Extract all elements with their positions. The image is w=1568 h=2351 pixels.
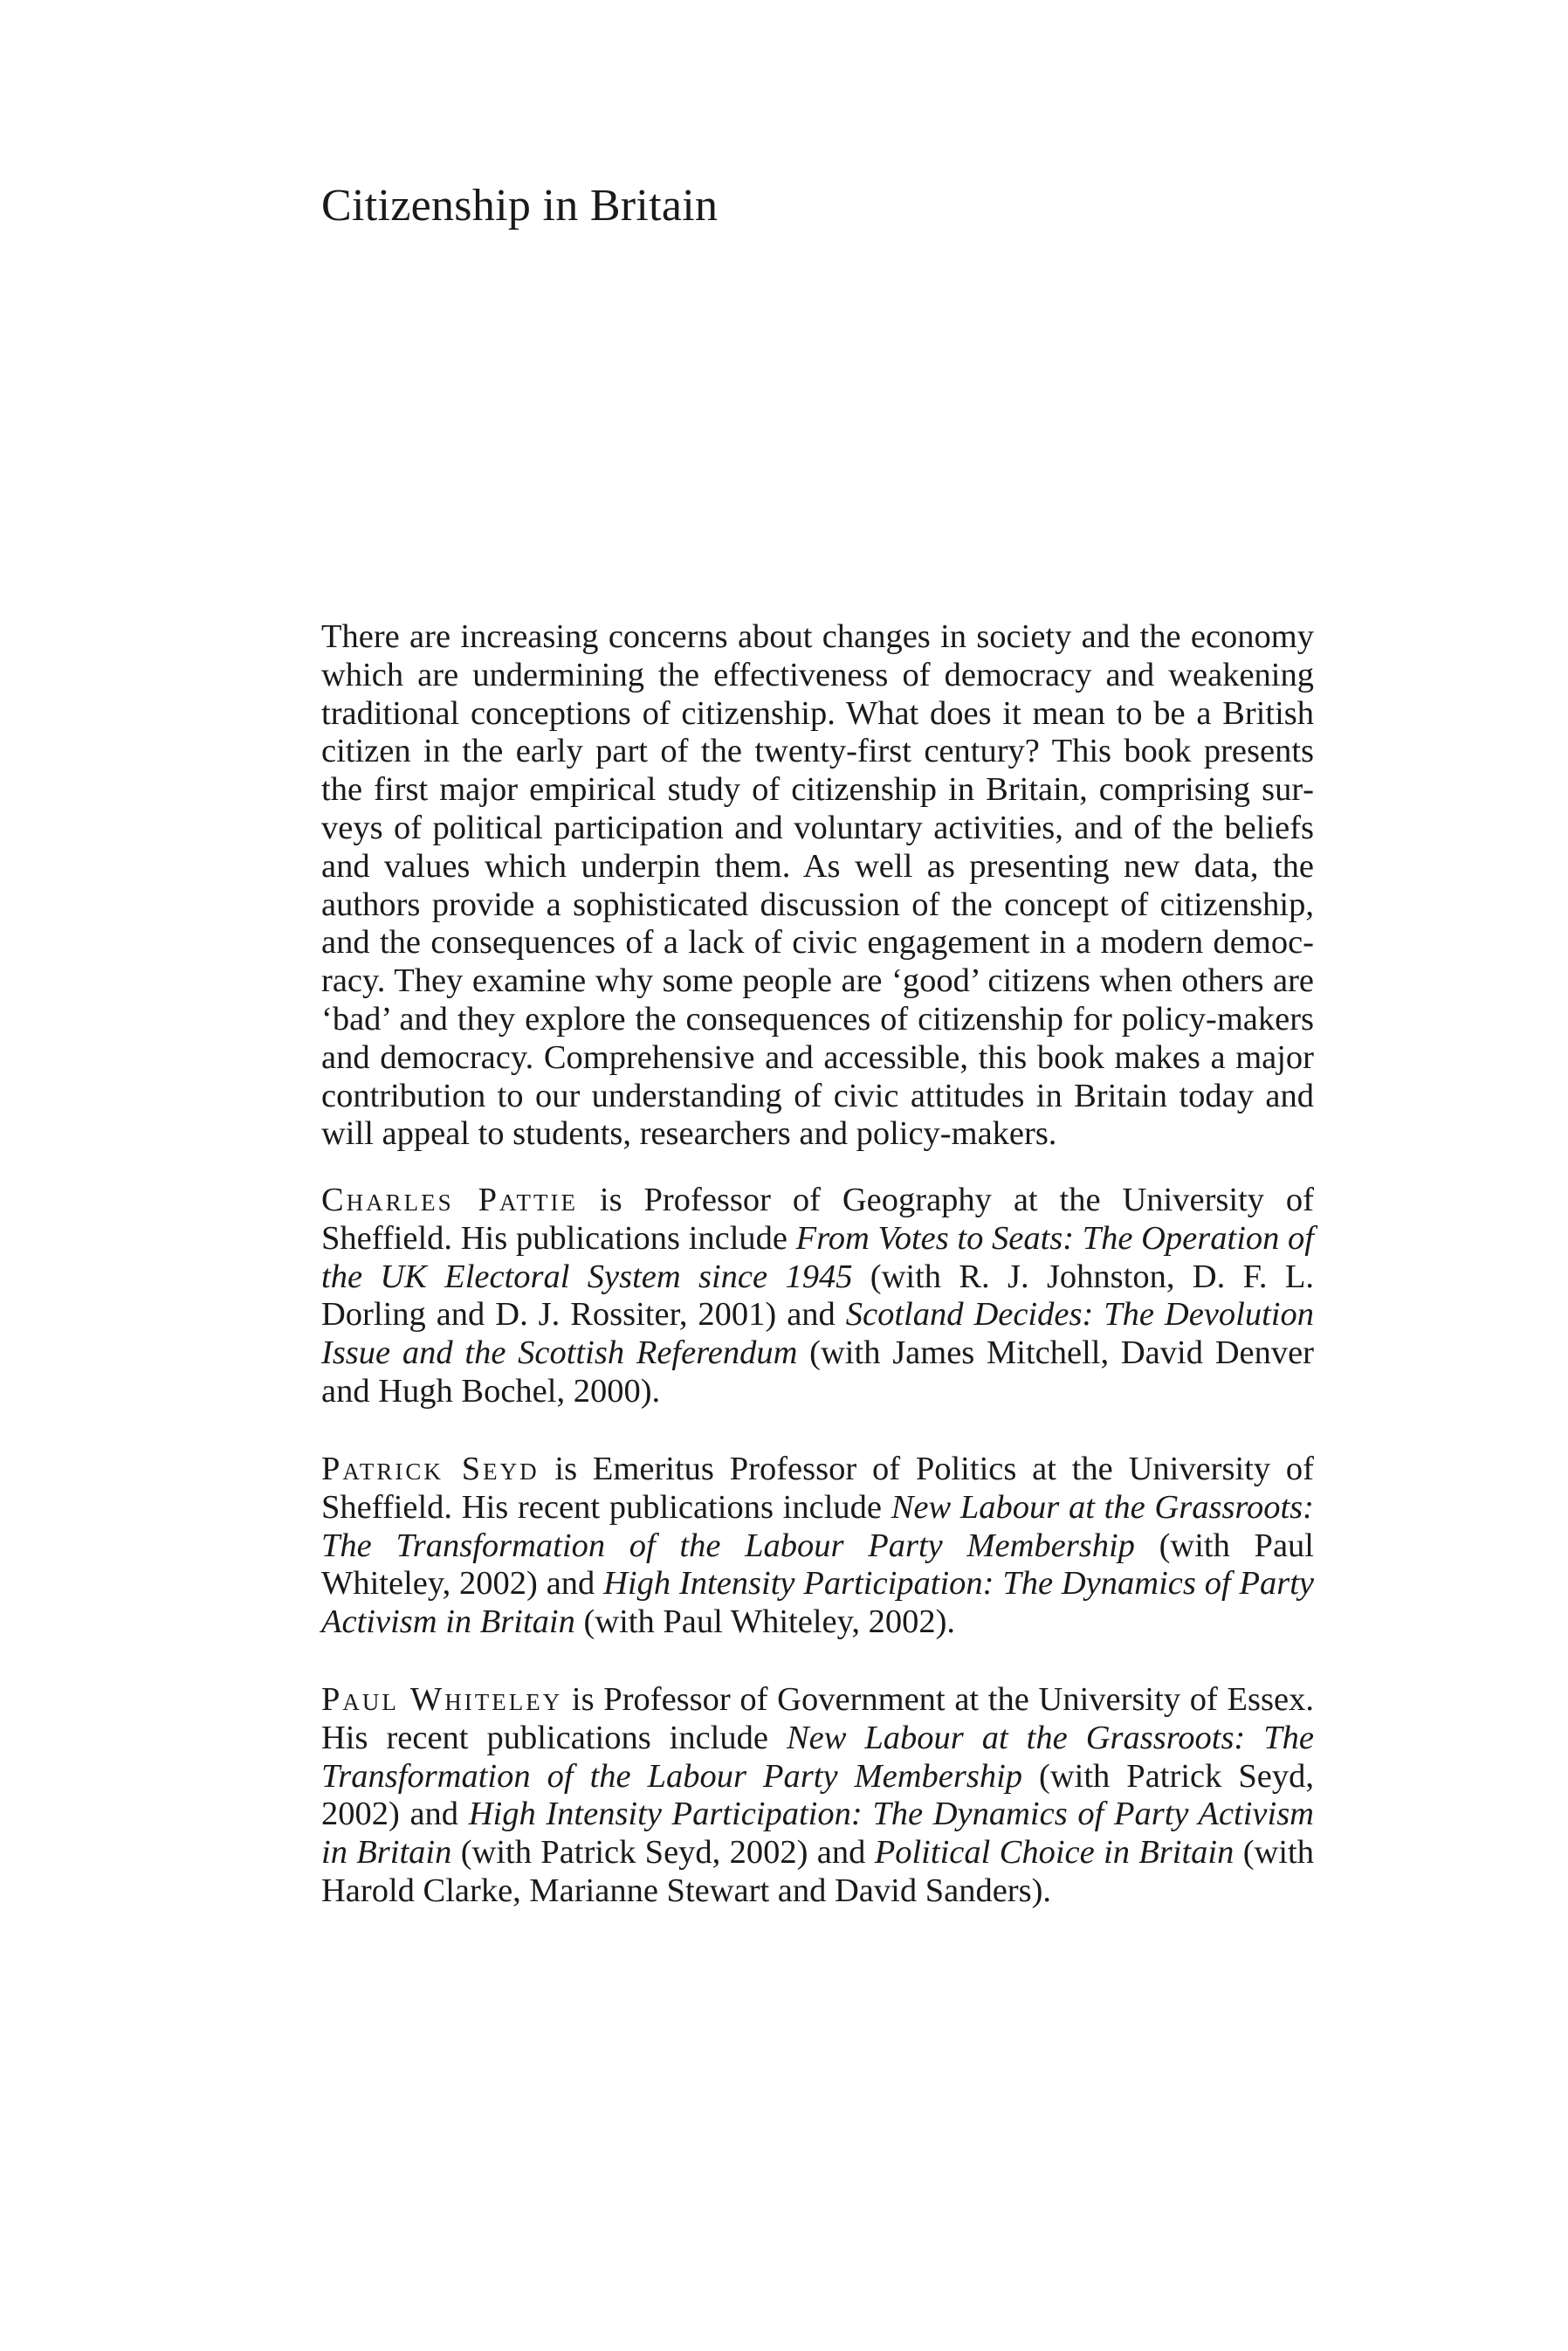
book-title: New Labour at the Grassroots: The Transformation of the Labour Party Membership [321, 1488, 1314, 1564]
author-name: Charles Pattie [321, 1182, 578, 1218]
bio-text: (with Patrick Seyd, 2002) and [451, 1834, 875, 1872]
book-title: High Intensity Participation: The Dynamics of Party Activism in Britain [321, 1565, 1314, 1641]
page-title: Citizenship in Britain [321, 181, 719, 231]
author-bio-pattie [321, 1182, 1314, 1411]
bio-text: (with James Mitchell, David Denver and Hugh Bochel, 2000). [321, 1334, 1314, 1410]
bio-text: (with Paul Whiteley, 2002) and [321, 1527, 1314, 1603]
book-title: Political Choice in Britain [874, 1834, 1234, 1872]
book-title: New Labour at the Grassroots: The Transformation of the Labour Party Membership [321, 1719, 1314, 1795]
book-title: High Intensity Participation: The Dynamics of Party Activism in Britain [321, 1796, 1314, 1872]
book-title: Scotland Decides: The Devolution Issue and the Scottish Referendum [321, 1296, 1314, 1372]
author-bio-seyd [321, 1451, 1314, 1642]
bio-text: is Professor of Geography at the University of Sheffield. His publications include [321, 1182, 1315, 1257]
bio-text: (with Harold Clarke, Marianne Stewart and David Sanders). [321, 1834, 1314, 1909]
bio-text: is Professor of Government at the University of Essex. His recent publications include [321, 1681, 1314, 1756]
author-name: Paul Whiteley [321, 1681, 563, 1718]
bio-text: (with R. J. Johnston, D. F. L. Dorling and D. J. Rossiter, 2001) and [321, 1258, 1314, 1334]
book-title: From Votes to Seats: The Operation of the UK Electoral System since 1945 [321, 1219, 1314, 1295]
author-name: Patrick Seyd [321, 1451, 540, 1487]
book-description: There are increasing concerns about changes in society and the economy which are undermining the effectiveness of democracy and weakening traditional conceptions of citizenship. What does it mean to be a British citizen in the early part of the twenty-first century? This book presents the first major empirical study of citizenship in Britain, comprising surveys of political participation and voluntary activities, and of the beliefs and values which underpin them. As well as presenting new data, the authors provide a sophisticated discussion of the concept of citizenship, and the consequences of a lack of civic engagement in a modern democracy. They examine why some people are ‘good’ citizens when others are ‘bad’ and they explore the consequences of citizenship for policy-makers and democracy. Comprehensive and accessible, this book makes a major contribution to our understanding of civic attitudes in Britain today and will appeal to students, researchers and policy-makers. [321, 618, 1314, 1153]
author-bio-whiteley [321, 1681, 1314, 1911]
bio-text: is Emeritus Professor of Politics at the University of Sheffield. His recent publications include [321, 1451, 1314, 1526]
bio-text: (with Paul Whiteley, 2002). [574, 1603, 956, 1641]
bio-text: (with Patrick Seyd, 2002) and [321, 1757, 1314, 1833]
